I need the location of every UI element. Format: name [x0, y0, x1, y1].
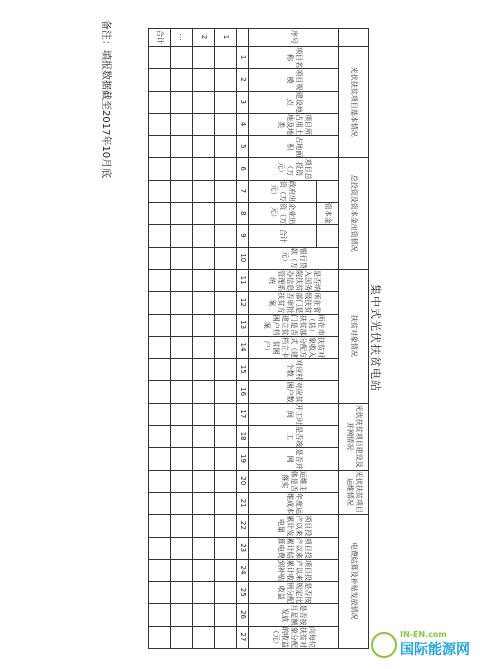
column-header-4: 项目所占用土地及地类 [277, 114, 312, 136]
column-header-18: 是否竣工 [286, 426, 303, 448]
column-header-8: 企业出资（万元） [270, 203, 297, 225]
group-header-investment: 总投资及资本金出资情况 [350, 174, 359, 252]
column-header-20: 运维主体是否落实 [281, 470, 308, 492]
column-separator [149, 157, 339, 158]
column-separator [149, 269, 339, 270]
column-header-22: 项目投产以来累计发电量 [277, 515, 312, 537]
column-separator [149, 224, 339, 225]
sun-logo-icon [371, 632, 397, 658]
column-header-2: 项目规模 [286, 69, 303, 91]
column-separator [149, 68, 339, 69]
column-header-10: 银行贷款（万元） [281, 247, 308, 269]
column-number-19: 19 [239, 454, 247, 463]
row-seq: 1 [222, 34, 231, 40]
column-separator [149, 91, 339, 92]
group-header-basic: 光伏扶贫项目基本情况 [350, 66, 359, 137]
column-separator [149, 559, 339, 560]
column-number-9: 9 [239, 233, 247, 238]
column-number-13: 13 [239, 320, 247, 330]
seq-separator [149, 46, 369, 47]
document-title: 集中式光伏扶贫电站 [369, 284, 382, 392]
column-header-17: 开工时间 [286, 403, 303, 425]
watermark-domain: IN-EN.com [400, 630, 447, 639]
column-separator [149, 403, 339, 404]
column-header-23: 项目投产以来累计结算电费 [277, 537, 312, 559]
column-number-3: 3 [239, 99, 247, 104]
rotated-table-sheet [95, 18, 385, 658]
column-number-17: 17 [239, 409, 247, 419]
column-number-24: 24 [239, 565, 247, 575]
column-header-13: 所在市（县）扶贫部门是否建立贫困户档案 [263, 314, 326, 336]
column-number-25: 25 [239, 587, 247, 597]
column-header-6: 项目总投资（万元） [277, 158, 312, 180]
column-header-11: 是否纳入国务院扶贫办信息管理系统 [268, 270, 321, 292]
column-number-11: 11 [239, 275, 247, 285]
column-number-20: 20 [239, 476, 247, 486]
row-seq: ... [178, 33, 187, 41]
column-separator [149, 180, 339, 181]
column-separator [149, 470, 339, 471]
column-number-2: 2 [239, 77, 247, 82]
column-separator [149, 581, 339, 582]
column-number-16: 16 [239, 387, 247, 397]
group-header-targets: 扶贫对象情况 [350, 314, 359, 357]
group-header-progress: 光伏扶贫项目建设及并网情况 [346, 404, 363, 468]
column-header-12: 所在省级扶贫部门是否审批扶贫方案 [268, 292, 321, 314]
column-number-8: 8 [239, 210, 247, 216]
column-header-7: 政府出资（万元） [270, 180, 297, 202]
column-header-26: 是否按月足额发放 [281, 604, 308, 626]
column-header-9: 合计 [279, 229, 288, 243]
column-separator [149, 425, 339, 426]
column-separator [149, 247, 339, 248]
column-number-23: 23 [239, 543, 247, 553]
column-number-22: 22 [239, 520, 247, 530]
column-header-25: 是否按规定比例分配收益 [277, 582, 312, 604]
column-separator [149, 626, 339, 627]
column-header-16: 对应贫困户数 [286, 381, 303, 403]
column-header-21: 年度运维成本 [286, 493, 303, 515]
column-number-21: 21 [239, 498, 247, 508]
column-header-1: 项目名称 [286, 47, 303, 69]
column-header-3: 建设地点 [286, 91, 303, 113]
row-divider [214, 28, 215, 648]
column-number-7: 7 [239, 188, 247, 194]
row-seq: 合计 [156, 30, 165, 44]
table-border-bottom [148, 28, 149, 648]
row-divider [192, 28, 193, 648]
row-divider [170, 28, 171, 648]
column-number-5: 5 [239, 144, 247, 149]
column-separator [149, 537, 339, 538]
column-separator [149, 336, 339, 337]
column-header-14: 扶贫对象收入分配方式（建档立卡贫困户） [263, 336, 326, 358]
column-number-12: 12 [239, 297, 247, 307]
column-number-6: 6 [239, 166, 247, 171]
column-separator [149, 492, 339, 493]
footnote: 备注：填报数据截至2017年10月底 [100, 20, 111, 179]
column-header-15: 对应村个数 [286, 359, 303, 381]
group-header-operation: 光伏扶贫项目运维情况 [346, 470, 363, 513]
watermark-logo [371, 630, 470, 659]
column-separator [149, 380, 339, 381]
column-number-14: 14 [239, 342, 247, 352]
column-number-18: 18 [239, 431, 247, 441]
column-separator [149, 113, 339, 114]
column-number-1: 1 [239, 54, 247, 60]
column-separator [149, 135, 339, 136]
column-separator [149, 202, 339, 203]
row-seq: 2 [200, 34, 209, 40]
column-number-27: 27 [239, 632, 247, 642]
header-seq: 序号 [290, 30, 299, 44]
group-header-settlement: 电费结算及补贴发放情况 [350, 542, 359, 620]
column-header-5: 占地面积 [286, 136, 303, 158]
column-header-24: 项目投产以来累计收到补贴 [277, 559, 312, 581]
column-header-27: 向每位扶贫对象分配的收益（元） [272, 626, 317, 648]
column-header-19: 是否并网 [286, 448, 303, 470]
column-separator [149, 358, 339, 359]
column-separator [149, 447, 339, 448]
column-separator [149, 603, 339, 604]
column-number-4: 4 [239, 121, 247, 127]
column-number-10: 10 [239, 253, 247, 263]
column-separator [149, 514, 339, 515]
column-number-15: 15 [239, 364, 247, 374]
column-separator [149, 314, 339, 315]
column-separator [149, 291, 339, 292]
row-divider [236, 28, 237, 648]
column-number-26: 26 [239, 610, 247, 619]
subgroup-capital: 资本金 [324, 202, 333, 224]
table-border-right [148, 648, 369, 649]
watermark-name: 国际能源网 [400, 642, 470, 658]
